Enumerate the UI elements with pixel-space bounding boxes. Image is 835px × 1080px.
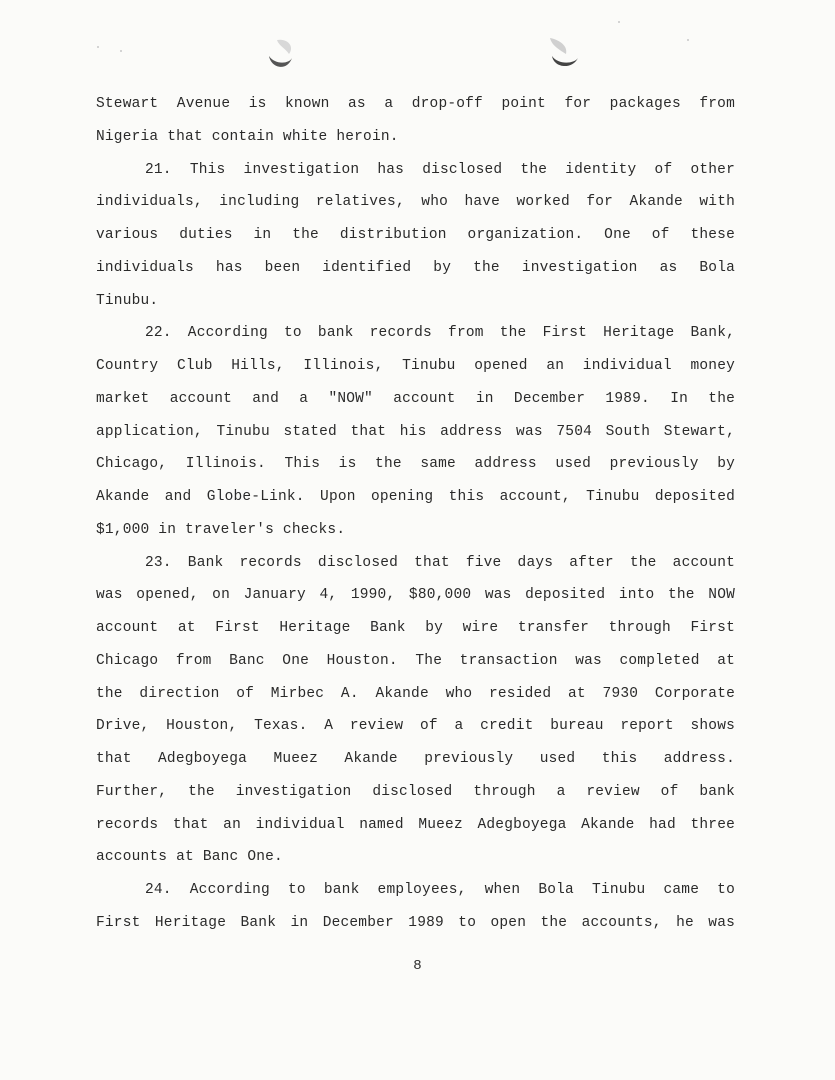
text-line: Further, the investigation disclosed through a review of bank — [96, 783, 735, 800]
paragraph-22-start: 22. According to bank records from the First Heritage Bank, — [145, 325, 735, 342]
text-line: individuals, including relatives, who have worked for Akande with — [96, 194, 735, 211]
text-line: Chicago, Illinois. This is the same address used previously by — [96, 456, 735, 473]
paragraph-23-start: 23. Bank records disclosed that five days after the account — [145, 554, 735, 571]
text-line: Tinubu. — [96, 292, 159, 309]
scan-speck — [618, 21, 620, 23]
paragraph-24-start: 24. According to bank employees, when Bola Tinubu came to — [145, 882, 735, 898]
body-text — [96, 88, 735, 940]
scan-speck — [120, 50, 122, 52]
text-line: application, Tinubu stated that his address was 7504 South Stewart, — [96, 423, 735, 440]
paragraph-21-start: 21. This investigation has disclosed the identity of other — [145, 161, 735, 178]
text-line: Akande and Globe-Link. Upon opening this account, Tinubu deposited — [96, 489, 735, 505]
text-line: market account and a "NOW" account in December 1989. In the — [96, 390, 735, 407]
scan-speck — [687, 39, 689, 41]
text-line: the direction of Mirbec A. Akande who resided at 7930 Corporate — [96, 685, 735, 702]
text-line: was opened, on January 4, 1990, $80,000 was deposited into the NOW — [96, 587, 735, 604]
text-line: Country Club Hills, Illinois, Tinubu opened an individual money — [96, 358, 735, 374]
text-line: that Adegboyega Mueez Akande previously used this address. — [96, 751, 735, 767]
punch-hole-left-icon — [265, 38, 295, 72]
page-number: 8 — [413, 958, 422, 974]
text-line: account at First Heritage Bank by wire transfer through First — [96, 620, 735, 636]
text-line: Chicago from Banc One Houston. The transaction was completed at — [96, 652, 735, 669]
text-line: individuals has been identified by the investigation as Bola — [96, 259, 735, 276]
text-line: Stewart Avenue is known as a drop-off point for packages from — [96, 96, 735, 112]
text-line: First Heritage Bank in December 1989 to open the accounts, he was — [96, 914, 735, 931]
punch-hole-right-icon — [548, 38, 578, 72]
scan-speck — [97, 46, 99, 48]
text-line: $1,000 in traveler's checks. — [96, 521, 346, 538]
text-line: accounts at Banc One. — [96, 849, 283, 866]
text-line: records that an individual named Mueez Adegboyega Akande had three — [96, 816, 735, 833]
text-line: Drive, Houston, Texas. A review of a credit bureau report shows — [96, 718, 735, 735]
text-line: Nigeria that contain white heroin. — [96, 128, 399, 145]
text-line: various duties in the distribution organization. One of these — [96, 227, 735, 243]
